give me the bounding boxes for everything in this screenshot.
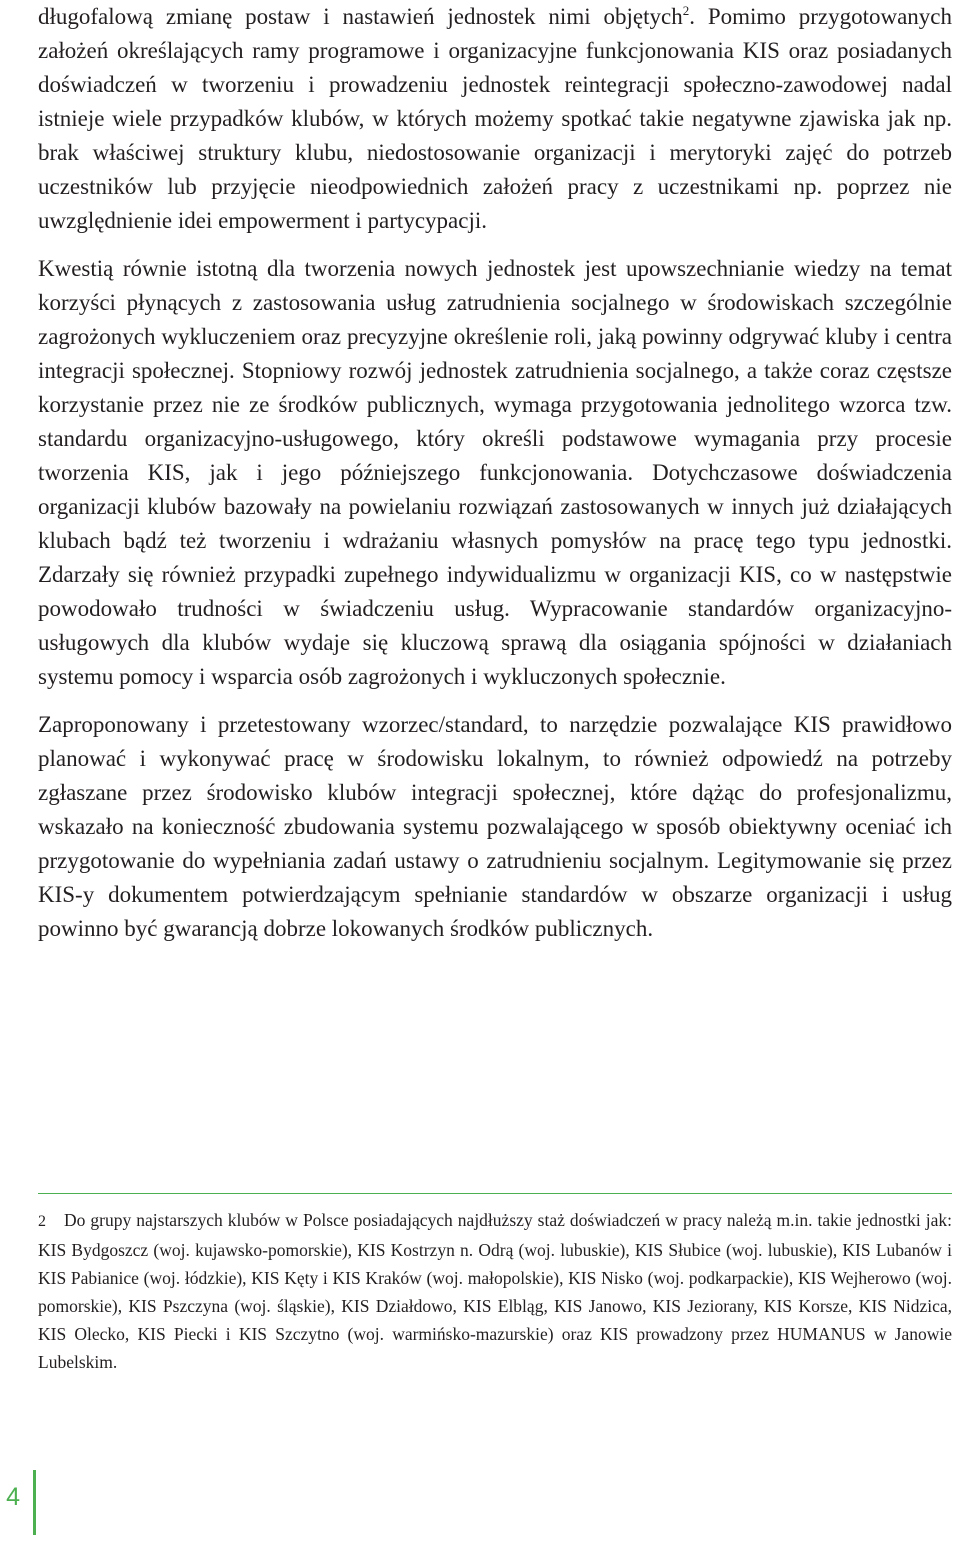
paragraph-1-text-start: długofalową zmianę postaw i nastawień jednostek nimi objętych <box>38 4 683 29</box>
paragraph-1-text-end: . Pomimo przygotowanych założeń określających ramy programowe i organizacyjne funkcjonowania KIS oraz posiadanych doświadczeń w tworzeniu i prowadzeniu jednostek reintegracji społeczno-zawodowej nadal istnieje wiele przypadków klubów, w których możemy spotkać takie negatywne zjawiska jak np. brak właściwej struktury klubu, niedostosowanie organizacji i merytoryki zajęć do potrzeb uczestników lub przyjęcie nieodpowiednich założeń pracy z uczestnikami np. poprzez nie uwzględnienie idei empowerment i partycypacji. <box>38 4 952 233</box>
footnote-divider <box>38 1193 952 1194</box>
footnote-reference[interactable]: 2 <box>682 3 690 18</box>
main-text <box>38 0 952 946</box>
page-number: 4 <box>6 1483 20 1511</box>
footnote-text: Do grupy najstarszych klubów w Polsce posiadających najdłuższy staż doświadczeń w pracy należą m.in. takie jednostki jak: KIS Bydgoszcz (woj. kujawsko-pomorskie), KIS Kostrzyn n. Odrą (woj. lubuskie), KIS Słubice (woj. lubuskie), KIS Lubanów i KIS Pabianice (woj. łódzkie), KIS Kęty i KIS Kraków (woj. małopolskie), KIS Nisko (woj. podkarpackie), KIS Wejherowo (woj. pomorskie), KIS Pszczyna (woj. śląskie), KIS Działdowo, KIS Elbląg, KIS Janowo, KIS Jeziorany, KIS Korsze, KIS Nidzica, KIS Olecko, KIS Piecki i KIS Szczytno (woj. warmińsko-mazurskie) oraz KIS prowadzony przez HUMANUS w Janowie Lubelskim. <box>38 1210 952 1372</box>
paragraph-1 <box>38 0 952 238</box>
paragraph-3: Zaproponowany i przetestowany wzorzec/standard, to narzędzie pozwalające KIS prawidłowo planować i wykonywać pracę w środowisku lokalnym, to również odpowiedź na potrzeby zgłaszane przez środowisko klubów integracji społecznej, które dążąc do profesjonalizmu, wskazało na konieczność zbudowania systemu pozwalającego w sposób obiektywny oceniać ich przygotowanie do wypełniania zadań ustawy o zatrudnieniu socjalnym. Legitymowanie się przez KIS-y dokumentem potwierdzającym spełnianie standardów w obszarze organizacji i usług powinno być gwarancją dobrze lokowanych środków publicznych. <box>38 712 952 941</box>
page-number-bar <box>33 1470 36 1535</box>
paragraph-2: Kwestią równie istotną dla tworzenia nowych jednostek jest upowszechnianie wiedzy na temat korzyści płynących z zastosowania usług zatrudnienia socjalnego w środowiskach szczególnie zagrożonych wykluczeniem oraz precyzyjne określenie roli, jaką powinny odgrywać kluby i centra integracji społecznej. Stopniowy rozwój jednostek zatrudnienia socjalnego, a także coraz częstsze korzystanie przez nie ze środków publicznych, wymaga przygotowania jednolitego wzorca tzw. standardu organizacyjno-usługowego, który określi podstawowe wymagania przy procesie tworzenia KIS, jak i jego późniejszego funkcjonowania. Dotychczasowe doświadczenia organizacji klubów bazowały na powielaniu rozwiązań zastosowanych w innych już działających klubach bądź też tworzeniu i wdrażaniu własnych pomysłów na pracę tego typu jednostki. Zdarzały się również przypadki zupełnego indywidualizmu w organizacji KIS, co w następstwie powodowało trudności w świadczeniu usług. Wypracowanie standardów organizacyjno-usługowych dla klubów wydaje się kluczową sprawą dla osiągania spójności w działaniach systemu pomocy i wsparcia osób zagrożonych i wykluczonych społecznie. <box>38 256 952 689</box>
footnote <box>38 1206 952 1376</box>
footnote-number: 2 <box>38 1213 46 1230</box>
